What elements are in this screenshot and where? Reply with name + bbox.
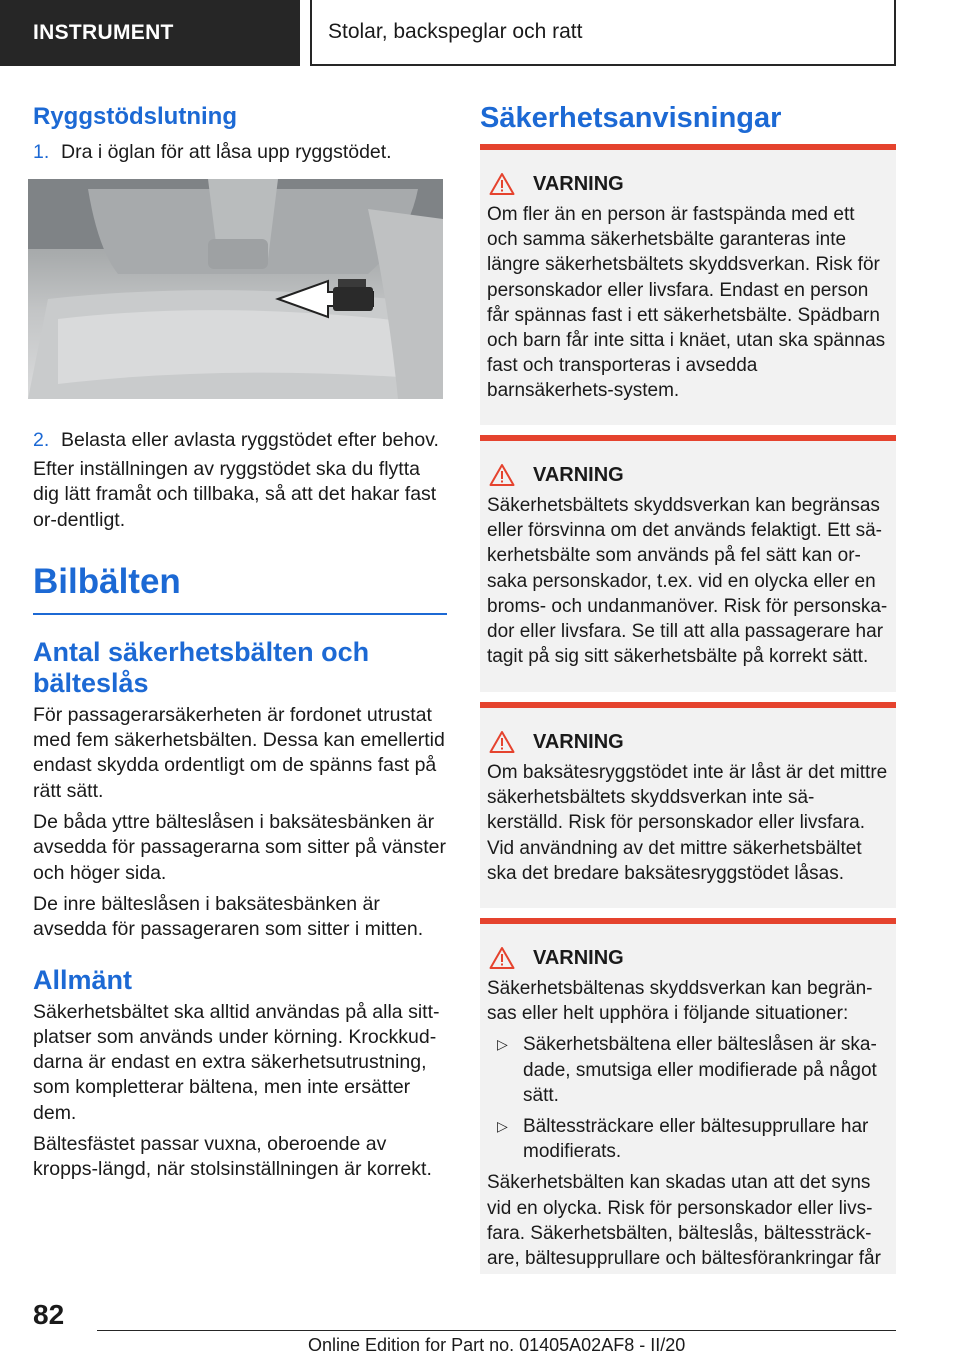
footer-rule (97, 1330, 896, 1331)
warning-triangle-icon (489, 946, 515, 970)
step-number: 2. (33, 429, 50, 451)
step-1 (33, 140, 447, 165)
warning-text: Om fler än en person är fastspända med ett och samma säkerhetsbälte garanteras inte längre säkerhetsbältets skyddsverkan. Risk för personskador eller livsfara. Endast en person får spännas fast i ett säkerhetsbälte. Spädbarn och barn får inte sitta i knäet, utan ska spännas fast och transporteras i avsedda barnsäkerhets-system. (487, 204, 886, 402)
body-text: Bältesfästet passar vuxna, oberoende av kropps-längd, när stolsinställningen är korrekt. (33, 1133, 432, 1181)
warning-label: VARNING (533, 173, 624, 195)
seat-photo (28, 179, 443, 399)
warning-box (480, 702, 896, 908)
list-item-text: Säkerhetsbältena eller bälteslåsen är ska-dade, smutsiga eller modifierade på något sätt. (523, 1034, 877, 1106)
heading-belts: Bilbälten (33, 561, 181, 601)
list-item (487, 1114, 888, 1164)
warning-header (487, 463, 888, 487)
heading-backrest: Ryggstödslutning (33, 103, 237, 130)
body-text: De båda yttre bälteslåsen i baksätesbänken är avsedda för passagerarna som sitter på vänster och höger sida. (33, 811, 446, 884)
heading-belt-count: Antal säkerhetsbälten och bälteslås (33, 636, 370, 698)
list-item (487, 1032, 888, 1108)
warning-label: VARNING (533, 731, 624, 753)
warning-header (487, 730, 888, 754)
warning-label: VARNING (533, 464, 624, 486)
bullet-triangle-icon: ▷ (497, 1036, 508, 1053)
warning-triangle-icon (489, 730, 515, 754)
warning-header (487, 172, 888, 196)
body-text: För passagerarsäkerheten är fordonet utrustat med fem säkerhetsbälten. Dessa kan emellertid endast skydda ordentligt om de spänns fast på rätt sätt. (33, 703, 445, 802)
step-text: Belasta eller avlasta ryggstödet efter behov. (61, 429, 439, 451)
step-2 (33, 428, 447, 453)
warning-label: VARNING (533, 947, 624, 969)
step-text: Dra i öglan för att låsa upp ryggstödet. (61, 141, 392, 163)
body-text: De inre bälteslåsen i baksätesbänken är avsedda för passageraren som sitter i mitten. (33, 892, 424, 941)
warning-text: Säkerhetsbältenas skyddsverkan kan begrän-sas eller helt upphöra i följande situationer: (487, 978, 873, 1025)
bullet-triangle-icon: ▷ (497, 1118, 508, 1135)
page-number: 82 (33, 1299, 65, 1330)
warning-triangle-icon (489, 463, 515, 487)
list-item-text: Bältessträckare eller bältesupprullare har modifierats. (523, 1116, 869, 1163)
section-tab: INSTRUMENT (0, 0, 300, 66)
warning-header (487, 946, 888, 970)
warning-box (480, 144, 896, 425)
warning-triangle-icon (489, 172, 515, 196)
heading-rule (33, 613, 447, 615)
warning-box (480, 435, 896, 692)
heading-general: Allmänt (33, 964, 133, 995)
body-text: Säkerhetsbältet ska alltid användas på alla sitt-platser som används under körning. Krockkud-darna är endast en extra säkerhetsutrustning, som kompletterar bältena, men inte ersätter dem. (33, 1000, 440, 1124)
warning-box (480, 918, 896, 1274)
edition-footer: Online Edition for Part no. 01405A02AF8 - II/20 (308, 1335, 686, 1355)
warning-text: Säkerhetsbältets skyddsverkan kan begränsas eller försvinna om det används felaktigt. Ett sä-kerhetsbälte som används på fel sätt kan or-saka personskador, t.ex. vid en olycka eller en broms- och undanmanöver. Risk för personska-dor eller livsfara. Se till att alla passagerare har tagit på sig sitt säkerhetsbälte på korrekt sätt. (487, 495, 888, 668)
left-column (33, 96, 447, 1183)
heading-safety: Säkerhetsanvisningar (480, 102, 782, 134)
body-text: Efter inställningen av ryggstödet ska du flytta dig lätt framåt och tillbaka, så att det hakar fast or-dentligt. (33, 458, 437, 531)
warning-text: Säkerhetsbälten kan skadas utan att det syns vid en olycka. Risk för personskador eller livs-fara. Säkerhetsbälten, bälteslås, bältessträck-are, bältesupprullare och bältesförankringar får (487, 1172, 881, 1270)
seat-illustration (28, 179, 443, 399)
step-number: 1. (33, 141, 50, 163)
warning-text: Om baksätesryggstödet inte är låst är det mittre säkerhetsbältets skyddsverkan inte sä-kerställd. Risk för personskador eller livsfara. Vid användning av det mittre säkerhetsbältet ska det bredare baksätesryggstödet låsas. (487, 762, 888, 884)
chapter-title: Stolar, backspeglar och ratt (310, 0, 896, 66)
